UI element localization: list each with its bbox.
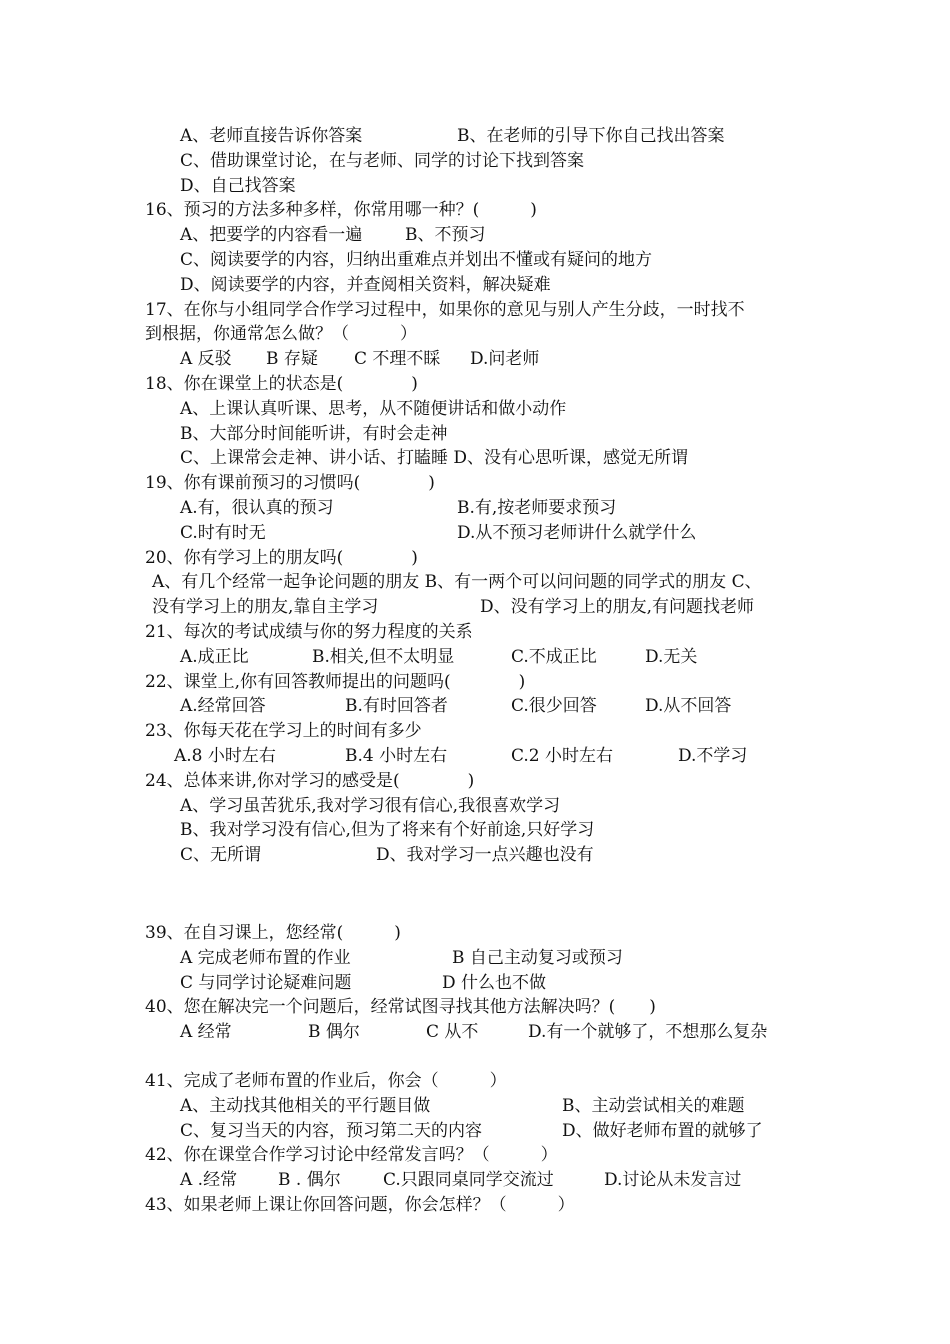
q40-question: 40、您在解决完一个问题后，经常试图寻找其他方法解决吗？( )	[145, 997, 656, 1018]
q42-option-a: A .经常	[180, 1170, 238, 1191]
q16-option-b: B、不预习	[405, 225, 486, 246]
q19-options-cd	[0, 521, 950, 546]
q19-option-c: C.时有时无	[180, 522, 266, 543]
q24-question-line	[0, 769, 950, 794]
q42-question-line	[0, 1143, 950, 1168]
q42-option-d: D.讨论从未发言过	[604, 1170, 742, 1191]
q40-question-line	[0, 995, 950, 1020]
q23-question: 23、你每天花在学习上的时间有多少	[145, 721, 422, 742]
q15-option-c-line	[0, 149, 950, 174]
q19-options-ab	[0, 496, 950, 521]
q23-option-d: D.不学习	[678, 745, 748, 766]
q18-question: 18、你在课堂上的状态是( )	[145, 373, 418, 394]
q24-option-c: C、无所谓	[180, 845, 262, 866]
q21-option-a: A.成正比	[180, 646, 249, 667]
q40-option-b: B 偶尔	[308, 1022, 360, 1043]
q23-option-b: B.4 小时左右	[345, 745, 448, 766]
q22-question-line	[0, 670, 950, 695]
q20-options-part-1: A、有几个经常一起争论问题的朋友 B、有一两个可以问问题的同学式的朋友 C、	[152, 572, 762, 593]
q42-question: 42、你在课堂合作学习讨论中经常发言吗？（ ）	[145, 1145, 558, 1166]
q18-option-b: B、大部分时间能听讲，有时会走神	[180, 423, 448, 444]
q16-option-d-line	[0, 273, 950, 298]
q18-option-cd-line	[0, 446, 950, 471]
q41-option-a: A、主动找其他相关的平行题目做	[180, 1095, 431, 1116]
question-block-2	[0, 921, 950, 1045]
q22-option-d: D.从不回答	[645, 696, 732, 717]
q18-option-cd: C、上课常会走神、讲小话、打瞌睡 D、没有心思听课，感觉无所谓	[180, 448, 689, 469]
q16-question: 16、预习的方法多种多样，你常用哪一种？( )	[145, 200, 537, 221]
q41-option-c: C、复习当天的内容，预习第二天的内容	[180, 1120, 483, 1141]
q15-option-a: A、老师直接告诉你答案	[180, 126, 363, 146]
q41-option-d: D、做好老师布置的就够了	[562, 1120, 763, 1141]
q23-option-a: A.8 小时左右	[174, 745, 276, 766]
q24-options-cd	[0, 843, 950, 868]
q43-question-line	[0, 1193, 950, 1218]
q21-question-line	[0, 620, 950, 645]
q17-option-d: D.问老师	[470, 349, 540, 370]
question-block-3	[0, 1069, 950, 1218]
q17-question-line-1	[0, 298, 950, 323]
q20-option-c-text: 没有学习上的朋友,靠自主学习	[152, 597, 379, 618]
q39-option-d: D 什么也不做	[442, 972, 547, 993]
q42-option-b: B . 偶尔	[278, 1170, 341, 1191]
q19-option-b: B.有,按老师要求预习	[457, 497, 617, 518]
q16-option-c: C、阅读要学的内容，归纳出重难点并划出不懂或有疑问的地方	[180, 249, 653, 270]
q20-option-d: D、没有学习上的朋友,有问题找老师	[480, 597, 755, 618]
q39-option-a: A 完成老师布置的作业	[180, 947, 351, 968]
q19-option-a: A.有，很认真的预习	[180, 497, 334, 518]
q39-option-b: B 自己主动复习或预习	[452, 947, 623, 968]
q22-question: 22、课堂上,你有回答教师提出的问题吗( )	[145, 671, 526, 692]
q21-option-b: B.相关,但不太明显	[312, 646, 455, 667]
q39-question-line	[0, 921, 950, 946]
q39-question: 39、在自习课上，您经常( )	[145, 923, 401, 943]
q23-question-line	[0, 719, 950, 744]
q18-question-line	[0, 372, 950, 397]
q17-option-a: A 反驳	[180, 349, 232, 370]
q17-option-b: B 存疑	[266, 349, 318, 370]
q40-option-c: C 从不	[426, 1022, 479, 1043]
q16-option-c-line	[0, 248, 950, 273]
q19-question: 19、你有课前预习的习惯吗( )	[145, 473, 435, 494]
q41-question: 41、完成了老师布置的作业后，你会（ ）	[145, 1071, 507, 1091]
q16-option-a: A、把要学的内容看一遍	[180, 225, 363, 246]
q40-option-d: D.有一个就够了，不想那么复杂	[528, 1022, 768, 1043]
q22-option-b: B.有时回答者	[345, 696, 448, 717]
q17-question-line-2	[0, 322, 950, 347]
q20-question-line	[0, 546, 950, 571]
q19-option-d: D.从不预习老师讲什么就学什么	[457, 522, 697, 543]
q40-option-a: A 经常	[180, 1022, 232, 1043]
q15-option-d: D、自己找答案	[180, 175, 296, 196]
q24-option-a-line	[0, 794, 950, 819]
q24-question: 24、总体来讲,你对学习的感受是( )	[145, 770, 475, 791]
q22-option-c: C.很少回答	[511, 696, 597, 717]
q20-options-line-2	[0, 595, 950, 620]
q43-question: 43、如果老师上课让你回答问题，你会怎样？（ ）	[145, 1194, 575, 1215]
q16-question-line	[0, 198, 950, 223]
q15-option-b: B、在老师的引导下你自己找出答案	[457, 126, 725, 146]
q17-question-part-2: 到根据，你通常怎么做？（ ）	[145, 324, 417, 345]
q24-option-a: A、学习虽苦犹乐,我对学习很有信心,我很喜欢学习	[180, 795, 561, 816]
q19-question-line	[0, 471, 950, 496]
q39-option-c: C 与同学讨论疑难问题	[180, 972, 352, 993]
q24-option-b: B、我对学习没有信心,但为了将来有个好前途,只好学习	[180, 820, 595, 841]
q39-options-ab	[0, 946, 950, 971]
q21-question: 21、每次的考试成绩与你的努力程度的关系	[145, 621, 473, 642]
q24-option-b-line	[0, 818, 950, 843]
q17-question-part-1: 17、在你与小组同学合作学习过程中，如果你的意见与别人产生分歧，一时找不	[145, 299, 745, 320]
q15-option-c: C、借助课堂讨论，在与老师、同学的讨论下找到答案	[180, 150, 585, 171]
q18-option-a-line	[0, 397, 950, 422]
q17-options	[0, 347, 950, 372]
q39-options-cd	[0, 971, 950, 996]
q41-options-ab	[0, 1094, 950, 1119]
q41-question-line	[0, 1069, 950, 1094]
q41-options-cd	[0, 1119, 950, 1144]
q20-question: 20、你有学习上的朋友吗( )	[145, 547, 418, 568]
q42-options	[0, 1168, 950, 1193]
q23-option-c: C.2 小时左右	[511, 745, 614, 766]
q24-option-d: D、我对学习一点兴趣也没有	[376, 845, 594, 866]
q23-options	[0, 744, 950, 769]
q42-option-c: C.只跟同桌同学交流过	[383, 1170, 554, 1191]
q21-option-c: C.不成正比	[511, 646, 597, 667]
q17-option-c: C 不理不睬	[354, 349, 441, 370]
q41-option-b: B、主动尝试相关的难题	[562, 1095, 745, 1116]
q15-options-ab	[0, 124, 950, 149]
q40-options	[0, 1020, 950, 1045]
q22-option-a: A.经常回答	[180, 696, 266, 717]
q18-option-b-line	[0, 422, 950, 447]
q16-options-ab	[0, 223, 950, 248]
q15-option-d-line	[0, 174, 950, 199]
q21-option-d: D.无关	[645, 646, 698, 667]
q21-options	[0, 645, 950, 670]
q18-option-a: A、上课认真听课、思考，从不随便讲话和做小动作	[180, 398, 567, 419]
question-block-1	[0, 124, 950, 868]
q20-options-line-1	[0, 570, 950, 595]
q22-options	[0, 694, 950, 719]
q16-option-d: D、阅读要学的内容，并查阅相关资料，解决疑难	[180, 274, 551, 295]
